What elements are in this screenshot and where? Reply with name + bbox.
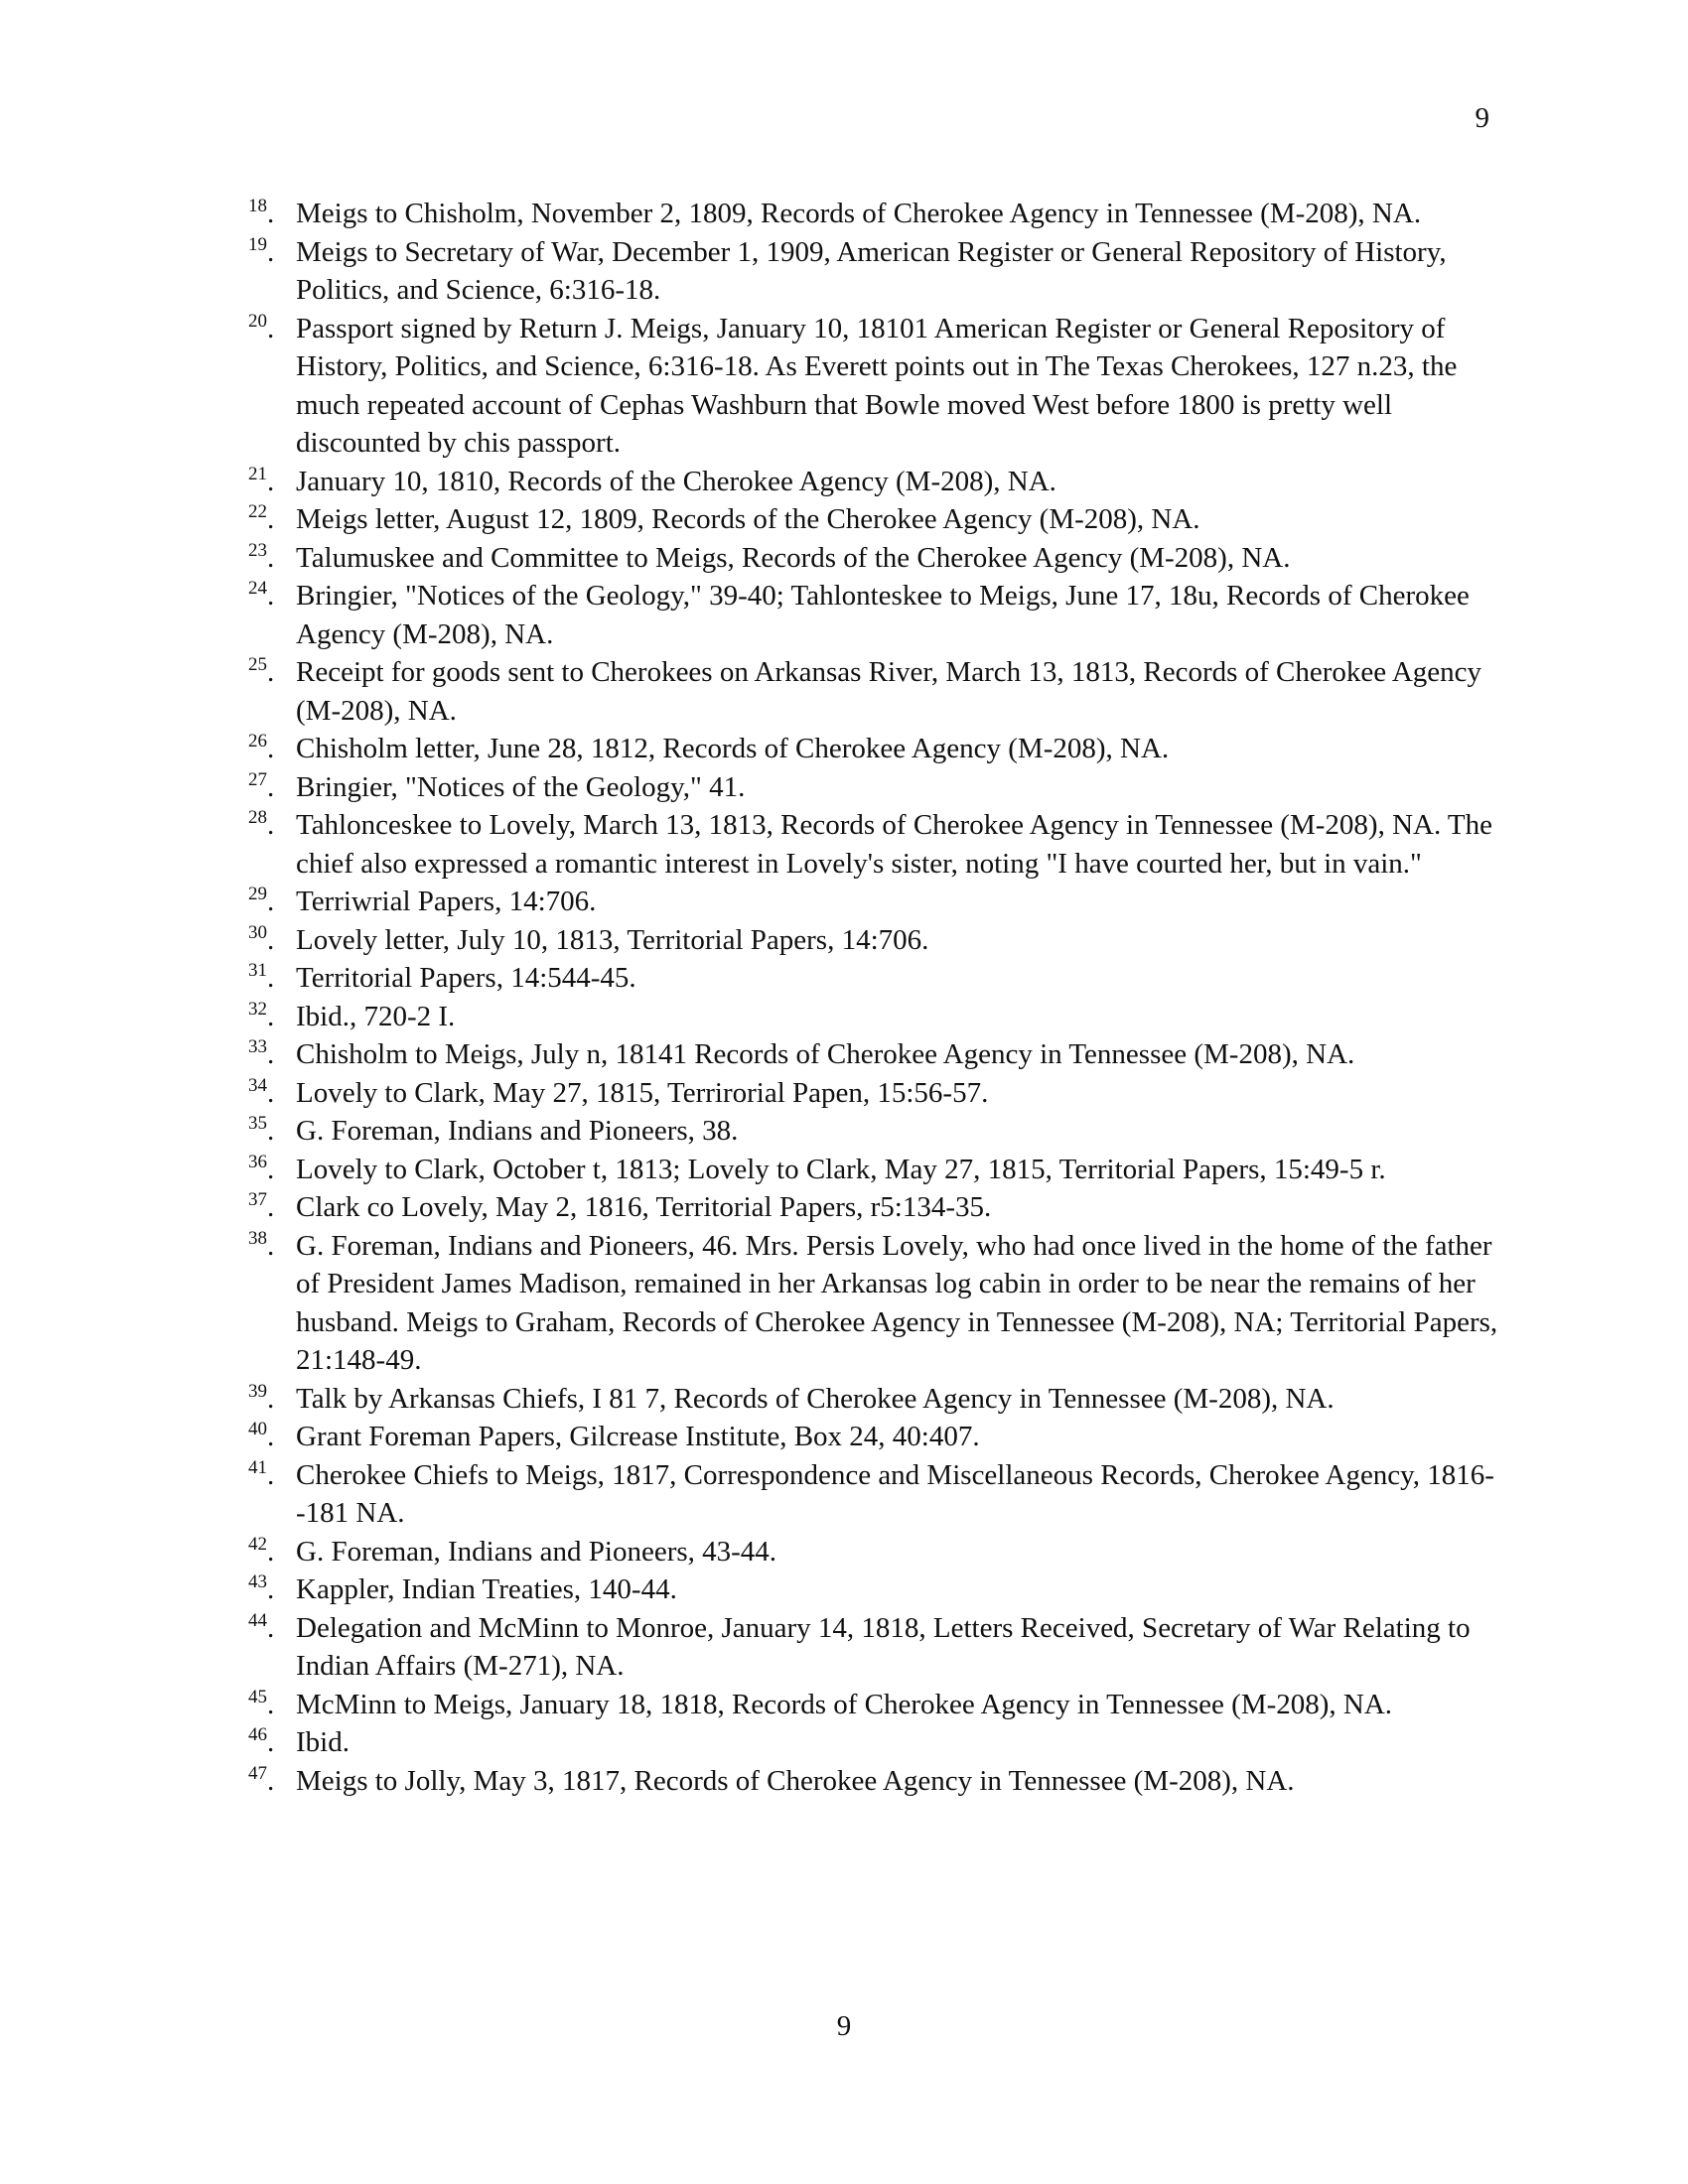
endnote-text: G. Foreman, Indians and Pioneers, 43-44. [296,1535,777,1568]
endnote-number-superscript: 32 [248,998,267,1020]
endnote [0,1151,1505,1189]
endnote [0,1227,1505,1380]
endnote [0,959,1505,998]
endnote-text: Lovely to Clark, May 27, 1815, Terrirorial Papen, 15:56-57. [296,1076,989,1109]
endnote-text: Territorial Papers, 14:544-45. [296,962,636,994]
endnote-number: $^{18}$. [248,196,275,229]
endnote-number: $^{22}$. [248,501,275,535]
endnote-text: January 10, 1810, Records of the Cherokee Agency (M-208), NA. [296,465,1056,497]
endnote-number: $^{20}$. [248,310,275,344]
endnote [0,1762,1505,1801]
endnote-number-superscript: 30 [248,921,267,943]
endnote [0,233,1505,310]
endnote-number: $^{34}$. [248,1074,275,1109]
endnote-text: Talumuskee and Committee to Meigs, Records of the Cherokee Agency (M-208), NA. [296,541,1291,574]
endnote-number-superscript: 39 [248,1380,267,1402]
endnote [0,1456,1505,1533]
endnote [0,1418,1505,1456]
endnote-number: $^{32}$. [248,998,275,1032]
endnote-number: $^{27}$. [248,768,275,803]
endnote-text: McMinn to Meigs, January 18, 1818, Records of Cherokee Agency in Tennessee (M-208), NA. [296,1688,1393,1720]
endnote-text: Kappler, Indian Treaties, 140-44. [296,1573,677,1605]
endnote [0,653,1505,730]
endnote-number-superscript: 28 [248,807,267,828]
endnote-text: Lovely letter, July 10, 1813, Territorial Papers, 14:706. [296,923,929,956]
endnote-number-superscript: 46 [248,1724,267,1745]
endnote-number: $^{24}$. [248,578,275,612]
endnote-number-superscript: 31 [248,960,267,981]
endnote-number-superscript: 34 [248,1074,267,1096]
endnote [0,1609,1505,1686]
footer-page-number: 9 [836,2010,852,2042]
endnote [0,883,1505,921]
endnote-number: $^{19}$. [248,233,275,268]
endnote [0,1686,1505,1724]
endnote-number-superscript: 20 [248,310,267,332]
endnote-number: $^{31}$. [248,960,275,994]
endnote-number: $^{35}$. [248,1113,275,1147]
endnote-text: G. Foreman, Indians and Pioneers, 38. [296,1115,739,1147]
endnote-number: $^{41}$. [248,1456,275,1491]
endnote-number-superscript: 23 [248,539,267,561]
endnote-number-superscript: 40 [248,1419,267,1439]
endnote-number: $^{37}$. [248,1189,275,1223]
endnote-text: Clark co Lovely, May 2, 1816, Territorial Papers, r5:134-35. [296,1191,992,1223]
endnote [0,768,1505,807]
endnote-number: $^{44}$. [248,1609,275,1644]
endnote-text: Bringier, "Notices of the Geology," 39-40; Tahlonteskee to Meigs, June 17, 18u, Records of Cherokee Agency (M-208), NA. [296,580,1470,650]
endnote [0,500,1505,539]
endnote-number-superscript: 33 [248,1036,267,1057]
endnote [0,1570,1505,1609]
endnote-number-superscript: 26 [248,731,267,751]
endnote-number: $^{40}$. [248,1419,275,1452]
endnotes-list [0,195,1688,1800]
endnote [0,921,1505,960]
endnote-number-superscript: 19 [248,233,267,255]
endnote [0,577,1505,653]
endnote-number-superscript: 36 [248,1151,267,1172]
endnote-text: G. Foreman, Indians and Pioneers, 46. Mrs. Persis Lovely, who had once lived in the home of the father of President James Madison, remained in her Arkansas log cabin in order to be near the remains of her husband. Meigs to Graham, Records of Cherokee Agency in Tennessee (M-208), NA; Territorial Papers, 21:148-49. [296,1229,1498,1376]
endnote-number: $^{47}$. [248,1762,275,1797]
endnote [0,539,1505,578]
endnote-number-superscript: 35 [248,1113,267,1134]
endnote [0,1112,1505,1151]
endnote [0,463,1505,501]
endnote-text: Chisholm letter, June 28, 1812, Records of Cherokee Agency (M-208), NA. [296,733,1170,764]
endnote-text: Meigs to Jolly, May 3, 1817, Records of Cherokee Agency in Tennessee (M-208), NA. [296,1764,1295,1797]
endnote-number-superscript: 18 [248,196,267,216]
endnote-number-superscript: 47 [248,1762,267,1784]
endnote-number: $^{28}$. [248,807,275,841]
endnote-text: Bringier, "Notices of the Geology," 41. [296,770,746,803]
endnote-number: $^{33}$. [248,1036,275,1070]
endnote-text: Chisholm to Meigs, July n, 18141 Records of Cherokee Agency in Tennessee (M-208), NA. [296,1038,1355,1070]
endnote [0,195,1505,233]
endnote [0,310,1505,463]
endnote [0,730,1505,768]
endnote [0,998,1505,1036]
endnote-number-superscript: 25 [248,654,267,675]
endnote-number-superscript: 37 [248,1189,267,1210]
endnote-text: Talk by Arkansas Chiefs, I 81 7, Records of Cherokee Agency in Tennessee (M-208), NA. [296,1382,1335,1415]
endnote-number: $^{23}$. [248,539,275,574]
endnote-number-superscript: 29 [248,884,267,904]
endnote-number-superscript: 21 [248,463,267,484]
endnote-number-superscript: 41 [248,1456,267,1478]
endnote [0,1533,1505,1571]
endnote-text: Terriwrial Papers, 14:706. [296,886,597,917]
endnote-number-superscript: 22 [248,501,267,522]
endnote [0,806,1505,883]
endnote-number: $^{45}$. [248,1686,275,1720]
endnote-number: $^{29}$. [248,884,275,917]
endnote-number: $^{46}$. [248,1724,275,1758]
endnote-text: Receipt for goods sent to Cherokees on Arkansas River, March 13, 1813, Records of Cherokee Agency (M-208), NA. [296,656,1481,727]
header-page-number: 9 [1475,102,1489,134]
endnote-text: Meigs letter, August 12, 1809, Records of the Cherokee Agency (M-208), NA. [296,503,1200,535]
endnote-number: $^{39}$. [248,1380,275,1415]
endnote-number: $^{43}$. [248,1571,275,1605]
endnote-number-superscript: 43 [248,1571,267,1592]
endnote-text: Cherokee Chiefs to Meigs, 1817, Correspondence and Miscellaneous Records, Cherokee Agency, 1816--181 NA. [296,1458,1494,1529]
endnote-text: Meigs to Secretary of War, December 1, 1909, American Register or General Repository of History, Politics, and Science, 6:316-18. [296,235,1447,306]
endnote-number-superscript: 42 [248,1533,267,1555]
endnote-number-superscript: 44 [248,1609,267,1631]
endnote-number-superscript: 45 [248,1686,267,1707]
endnote-number: $^{38}$. [248,1227,275,1262]
endnote [0,1074,1505,1113]
endnote-number: $^{42}$. [248,1533,275,1568]
endnote [0,1035,1505,1074]
endnote [0,1723,1505,1762]
endnote-text: Grant Foreman Papers, Gilcrease Institute, Box 24, 40:407. [296,1421,980,1452]
endnote-text: Delegation and McMinn to Monroe, January 14, 1818, Letters Received, Secretary of War Relating to Indian Affairs (M-271), NA. [296,1611,1471,1682]
endnote [0,1188,1505,1227]
endnote-number-superscript: 24 [248,578,267,599]
endnote-number-superscript: 38 [248,1227,267,1249]
endnote-text: Meigs to Chisholm, November 2, 1809, Records of Cherokee Agency in Tennessee (M-208), NA. [296,198,1422,229]
endnote-text: Ibid., 720-2 I. [296,1000,456,1032]
endnote-number: $^{26}$. [248,731,275,764]
endnote-text: Lovely to Clark, October t, 1813; Lovely to Clark, May 27, 1815, Territorial Papers, 15:49-5 r. [296,1153,1386,1185]
endnote-text: Tahlonceskee to Lovely, March 13, 1813, Records of Cherokee Agency in Tennessee (M-208), NA. The chief also expressed a romantic interest in Lovely's sister, noting "I have courted her, but in vain." [296,809,1493,880]
endnote-number-superscript: 27 [248,768,267,790]
endnote-number: $^{36}$. [248,1151,275,1185]
endnote-number: $^{25}$. [248,654,275,688]
endnote-text: Ibid. [296,1726,350,1758]
endnote-number: $^{21}$. [248,463,275,497]
endnote [0,1380,1505,1419]
endnote-number: $^{30}$. [248,921,275,956]
endnote-text: Passport signed by Return J. Meigs, January 10, 18101 American Register or General Repository of History, Politics, and Science, 6:316-18. As Everett points out in The Texas Cherokees, 127 n.23, the much repeated account of Cephas Washburn that Bowle moved West before 1800 is pretty well discounted by chis passport. [296,312,1458,459]
